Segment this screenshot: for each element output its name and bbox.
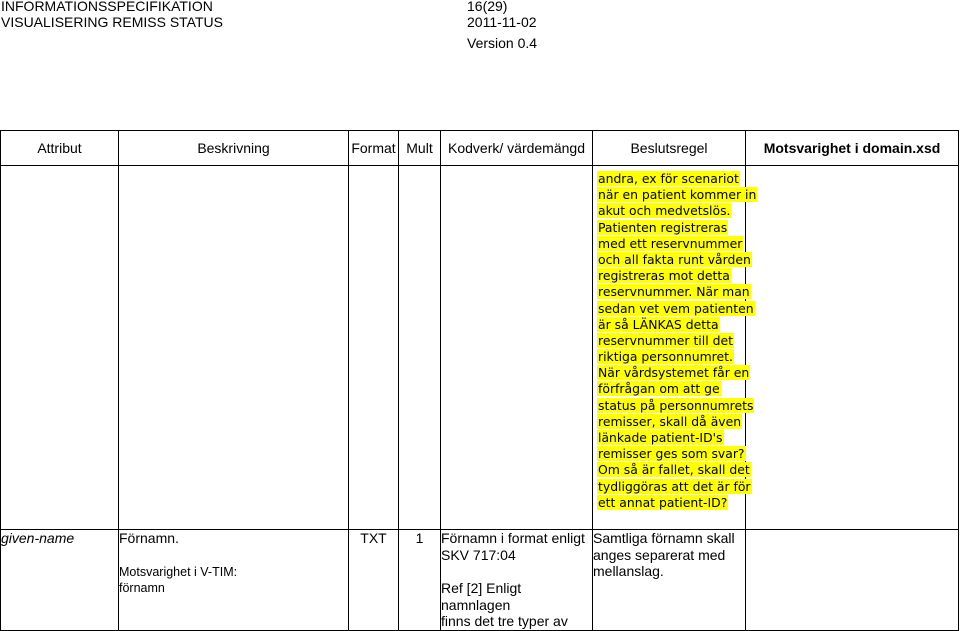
comment-line: sedan vet vem patienten <box>598 300 754 316</box>
comment-line: när en patient kommer in <box>598 187 757 203</box>
comment-line: akut och medvetslös. <box>598 203 731 219</box>
comment-line: och all fakta runt vården <box>598 251 751 267</box>
comment-line: remisser, skall då även <box>598 413 742 429</box>
comment-line: andra, ex för scenariot <box>598 171 739 186</box>
comment-line: reservnummer till det <box>598 332 733 348</box>
beslutsregel-line: anges separerat med <box>593 546 726 563</box>
column-header-motsvarighet: Motsvarighet i domain.xsd <box>746 131 959 166</box>
kodverk-cell <box>441 530 593 631</box>
column-header-mult: Mult <box>399 131 441 166</box>
comment-line: Om så är fallet, skall det <box>598 462 750 478</box>
table-row-continued <box>1 166 959 530</box>
comment-line: tydliggöras att det är för <box>598 478 751 494</box>
comment-line: registreras mot detta <box>598 268 730 284</box>
document-subtitle: VISUALISERING REMISS STATUS <box>1 14 223 30</box>
beskrivning-line: Förnamn. <box>119 530 179 546</box>
column-header-attribut: Attribut <box>1 131 119 166</box>
mult-value: 1 <box>415 530 424 546</box>
beskrivning-line: förnamn <box>119 581 165 595</box>
comment-line: reservnummer. När man <box>598 284 750 300</box>
beskrivning-cell <box>119 530 349 631</box>
attribut-cell <box>1 530 119 631</box>
document-date: 2011-11-02 <box>467 14 537 30</box>
comment-line: Patienten registreras <box>598 219 728 235</box>
document-version: Version 0.4 <box>467 35 538 51</box>
comment-line: När vårdsystemet får en <box>598 365 750 381</box>
beslutsregel-line: Samtliga förnamn skall <box>593 530 735 546</box>
beslutsregel-line: mellanslag. <box>593 563 664 579</box>
comment-line: remisser ges som svar? <box>598 446 745 462</box>
kodverk-line: finns det tre typer av <box>441 613 568 629</box>
table-row-given-name <box>1 530 959 631</box>
page-number: 16(29) <box>467 0 508 14</box>
comment-line: med ett reservnummer <box>598 235 743 251</box>
kodverk-line: Förnamn i format enligt <box>441 530 585 546</box>
format-cell <box>349 530 399 631</box>
mult-cell <box>399 530 441 631</box>
comment-line: länkade patient-ID's <box>598 430 723 445</box>
attribut-value: given-name <box>1 530 75 546</box>
column-header-beskrivning: Beskrivning <box>119 131 349 166</box>
comment-line: status på personnumrets <box>598 397 754 413</box>
comment-line: förfrågan om att ge <box>598 381 720 397</box>
column-header-beslutsregel: Beslutsregel <box>593 131 746 166</box>
format-value: TXT <box>360 530 387 546</box>
highlighted-comment <box>597 171 757 511</box>
kodverk-line: SKV 717:04 <box>441 546 516 563</box>
table-header-row <box>1 131 959 166</box>
comment-line: ett annat patient-ID? <box>598 494 728 510</box>
document-title: INFORMATIONSSPECIFIKATION <box>1 0 213 14</box>
comment-line: riktiga personnumret. <box>598 349 733 365</box>
specification-table <box>0 130 959 631</box>
column-header-kodverk: Kodverk/ värdemängd <box>441 131 593 166</box>
beslutsregel-cell <box>593 530 746 631</box>
beskrivning-line: Motsvarighet i V-TIM: <box>119 564 238 579</box>
column-header-format: Format <box>349 131 399 166</box>
comment-line: är så LÄNKAS detta <box>598 316 719 332</box>
kodverk-line: Ref [2] Enligt namnlagen <box>441 580 522 613</box>
